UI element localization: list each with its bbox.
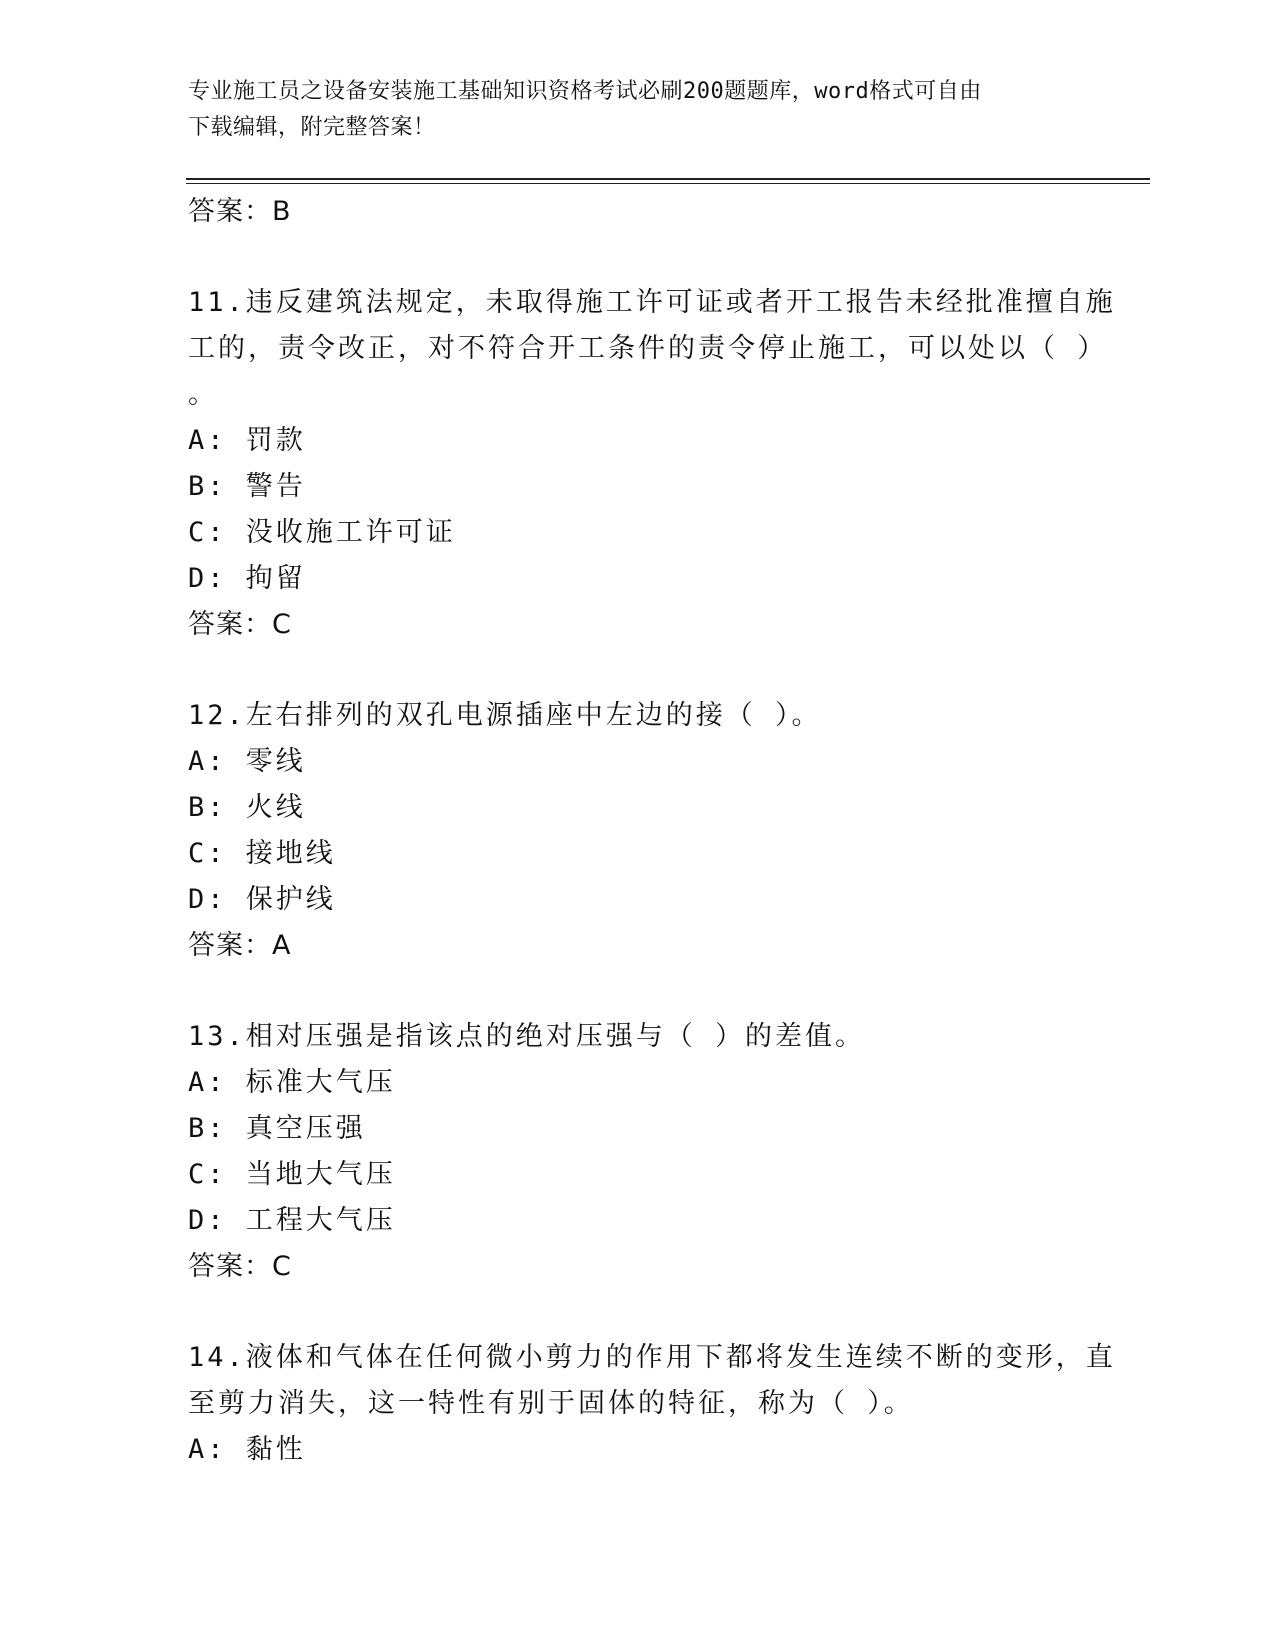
option-c: C: 接地线 — [188, 838, 336, 869]
option-b: B: 火线 — [188, 792, 306, 823]
option-c: C: 没收施工许可证 — [188, 517, 456, 548]
spacer — [188, 235, 1088, 280]
spacer — [188, 648, 1088, 693]
option-d: D: 工程大气压 — [188, 1205, 396, 1236]
question-block — [188, 1335, 1116, 1473]
answer: 答案：A — [188, 930, 292, 961]
spacer — [188, 969, 1088, 1014]
question-text-line: 至剪力消失，这一特性有别于固体的特征，称为（ ）。 — [188, 1388, 914, 1419]
spacer — [188, 1290, 1088, 1335]
option-d: D: 保护线 — [188, 884, 336, 915]
option-a: A: 零线 — [188, 746, 306, 777]
question-block — [188, 693, 1088, 969]
option-a: A: 黏性 — [188, 1434, 306, 1465]
question-text-line: 14.液体和气体在任何微小剪力的作用下都将发生连续不断的变形，直 — [188, 1342, 1116, 1373]
question-text-line: 13.相对压强是指该点的绝对压强与（ ）的差值。 — [188, 1021, 866, 1052]
header-line-2: 下载编辑，附完整答案！ — [188, 115, 436, 140]
header-line-1: 专业施工员之设备安装施工基础知识资格考试必刷200题题库，word格式可自由 — [188, 79, 982, 104]
option-d: D: 拘留 — [188, 563, 306, 594]
question-text-line: 工的，责令改正，对不符合开工条件的责令停止施工，可以处以（ ） — [188, 333, 1108, 364]
option-a: A: 罚款 — [188, 425, 306, 456]
answer: 答案：C — [188, 609, 292, 640]
option-a: A: 标准大气压 — [188, 1067, 396, 1098]
option-b: B: 真空压强 — [188, 1113, 366, 1144]
document-header — [188, 74, 1068, 146]
question-block — [188, 1014, 1088, 1290]
question-block — [188, 280, 1116, 648]
option-c: C: 当地大气压 — [188, 1159, 396, 1190]
question-text-line: 12.左右排列的双孔电源插座中左边的接（ ）。 — [188, 700, 822, 731]
question-text-line: 11.违反建筑法规定，未取得施工许可证或者开工报告未经批准擅自施 — [188, 287, 1116, 318]
answer: 答案：C — [188, 1251, 292, 1282]
option-b: B: 警告 — [188, 471, 306, 502]
question-text-line: 。 — [188, 379, 218, 410]
header-divider-thick — [186, 178, 1150, 180]
header-divider-thin — [186, 183, 1150, 184]
previous-answer: 答案：B — [188, 196, 292, 227]
document-body — [188, 189, 1116, 1473]
